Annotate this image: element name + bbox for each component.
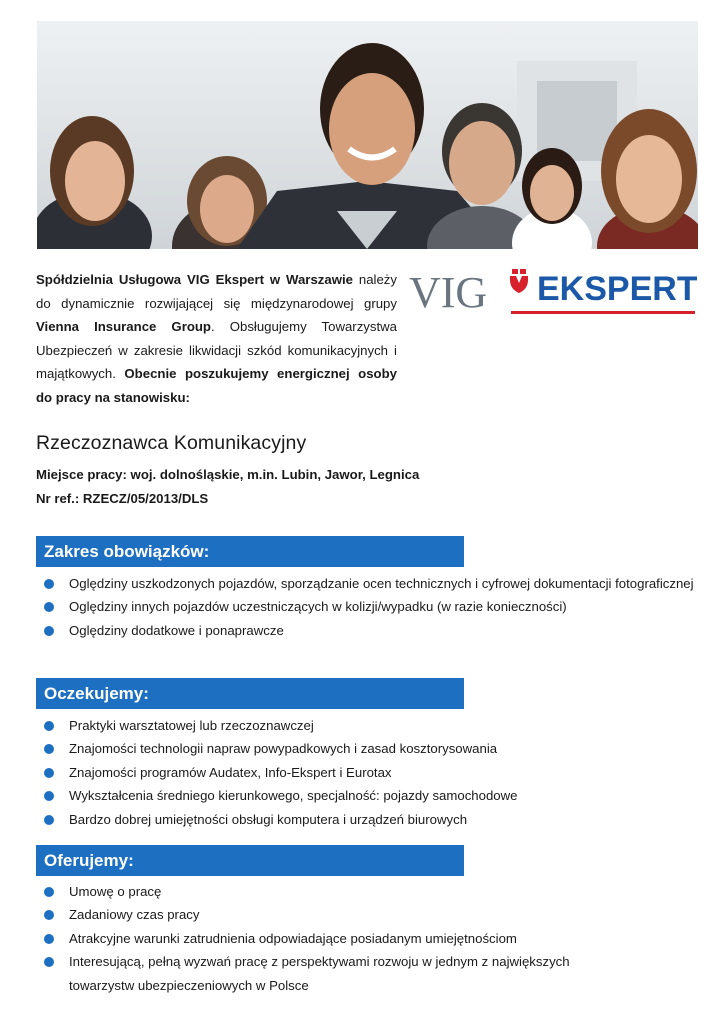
hero-photo (37, 21, 698, 249)
vig-ekspert-logo (407, 266, 697, 318)
list-item: Oględziny uszkodzonych pojazdów, sporządzanie ocen technicznych i cyfrowej dokumentacji fotograficznej (36, 572, 696, 595)
duties-header: Zakres obowiązków: (36, 536, 464, 567)
list-item: Znajomości technologii napraw powypadkowych i zasad kosztorysowania (36, 737, 696, 760)
list-item: Bardzo dobrej umiejętności obsługi komputera i urządzeń biurowych (36, 808, 696, 831)
duties-list (36, 572, 696, 642)
intro-call: Obecnie poszukujemy energicznej osoby do pracy na stanowisku: (36, 366, 397, 405)
bullet-icon (44, 791, 54, 801)
svg-text:EKSPERT: EKSPERT (537, 270, 697, 308)
list-item: Praktyki warsztatowej lub rzeczoznawczej (36, 714, 696, 737)
bullet-icon (44, 768, 54, 778)
list-item: Zadaniowy czas pracy (36, 903, 696, 926)
bullet-icon (44, 910, 54, 920)
bullet-icon (44, 957, 54, 967)
job-location: Miejsce pracy: woj. dolnośląskie, m.in. Lubin, Jawor, Legnica (36, 467, 420, 482)
bullet-icon (44, 626, 54, 636)
list-item: Oględziny innych pojazdów uczestniczących w kolizji/wypadku (w razie konieczności) (36, 595, 696, 618)
group-name: Vienna Insurance Group (36, 319, 211, 335)
bullet-icon (44, 721, 54, 731)
company-name: Spółdzielnia Usługowa VIG Ekspert w Warszawie (36, 272, 353, 287)
list-item: Umowę o pracę (36, 880, 696, 903)
job-title: Rzeczoznawca Komunikacyjny (36, 432, 307, 454)
intro-paragraph: Spółdzielnia Usługowa VIG Ekspert w Warszawie należy do dynamicznie rozwijającej się międzynarodowej grupy Vienna Insurance Group. Obsługujemy Towarzystwa Ubezpieczeń w zakresie likwidacji szkód komunikacyjnych i majątkowych. Obecnie poszukujemy energicznej osoby do pracy na stanowisku: (36, 272, 397, 405)
logo-emblem-icon (510, 269, 528, 293)
list-item: Atrakcyjne warunki zatrudnienia odpowiadające posiadanym umiejętnościom (36, 927, 696, 950)
group-of-people-illustration (37, 21, 698, 249)
bullet-icon (44, 887, 54, 897)
list-item: Wykształcenia średniego kierunkowego, specjalność: pojazdy samochodowe (36, 784, 696, 807)
bullet-icon (44, 934, 54, 944)
logo-underline (511, 311, 695, 314)
list-item: Znajomości programów Audatex, Info-Ekspert i Eurotax (36, 761, 696, 784)
bullet-icon (44, 579, 54, 589)
bullet-icon (44, 602, 54, 612)
expect-header: Oczekujemy: (36, 678, 464, 709)
offer-header: Oferujemy: (36, 845, 464, 876)
job-reference: Nr ref.: RZECZ/05/2013/DLS (36, 491, 209, 506)
bullet-icon (44, 815, 54, 825)
expect-list (36, 714, 696, 831)
offer-list (36, 880, 696, 997)
list-item: Oględziny dodatkowe i ponaprawcze (36, 619, 696, 642)
svg-text:VIG: VIG (409, 268, 488, 317)
list-item: Interesującą, pełną wyzwań pracę z perspektywami rozwoju w jednym z największych towarzystw ubezpieczeniowych w Polsce (36, 950, 696, 997)
bullet-icon (44, 744, 54, 754)
